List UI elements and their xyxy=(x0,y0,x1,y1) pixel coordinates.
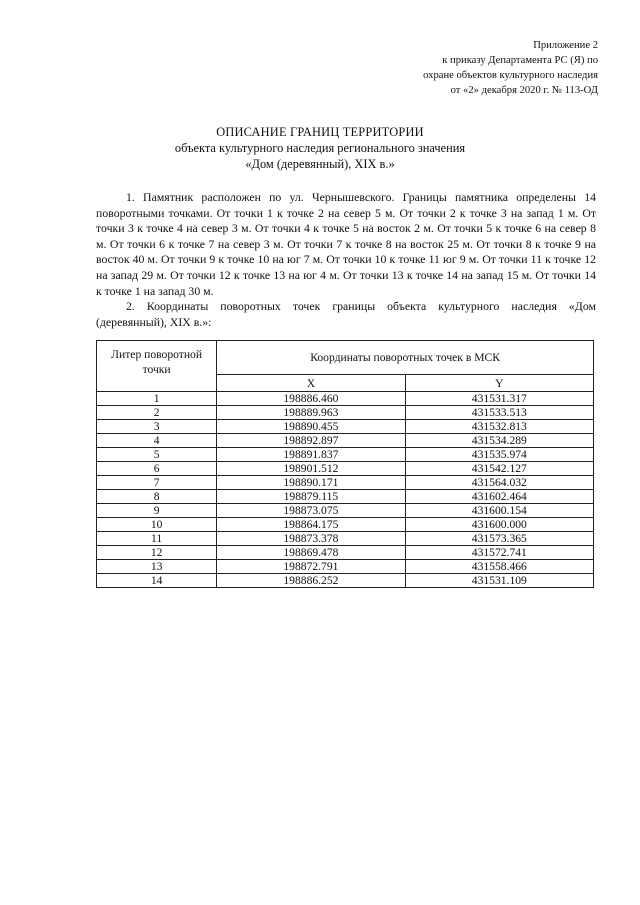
y-coordinate-cell: 431531.109 xyxy=(405,574,593,588)
point-number-cell: 14 xyxy=(97,574,217,588)
table-row xyxy=(97,490,594,504)
y-coordinate-cell: 431602.464 xyxy=(405,490,593,504)
y-coordinate-cell: 431600.154 xyxy=(405,504,593,518)
point-number-cell: 4 xyxy=(97,434,217,448)
y-coordinate-cell: 431558.466 xyxy=(405,560,593,574)
y-coordinate-cell: 431531.317 xyxy=(405,392,593,406)
point-number-cell: 12 xyxy=(97,546,217,560)
point-number-cell: 9 xyxy=(97,504,217,518)
paragraph-coordinates-intro: 2. Координаты поворотных точек границы объекта культурного наследия «Дом (деревянный), XIX в.»: xyxy=(96,299,596,329)
x-coordinate-cell: 198890.455 xyxy=(217,420,405,434)
table-body xyxy=(97,392,594,588)
x-coordinate-cell: 198892.897 xyxy=(217,434,405,448)
table-row xyxy=(97,574,594,588)
y-coordinate-cell: 431572.741 xyxy=(405,546,593,560)
header-y: Y xyxy=(405,375,593,392)
header-coordinates-group: Координаты поворотных точек в МСК xyxy=(217,341,594,375)
x-coordinate-cell: 198864.175 xyxy=(217,518,405,532)
point-number-cell: 13 xyxy=(97,560,217,574)
y-coordinate-cell: 431573.365 xyxy=(405,532,593,546)
table-row xyxy=(97,532,594,546)
table-row xyxy=(97,462,594,476)
table-header-row xyxy=(97,341,594,375)
y-coordinate-cell: 431535.974 xyxy=(405,448,593,462)
table-row xyxy=(97,420,594,434)
coordinates-table xyxy=(96,340,594,588)
appendix-order-line: к приказу Департамента РС (Я) по xyxy=(442,55,598,66)
title-line-3: «Дом (деревянный), XIX в.» xyxy=(245,157,395,171)
document-body xyxy=(96,190,596,330)
header-point-literal: Литер поворотной точки xyxy=(97,341,217,392)
table-row xyxy=(97,406,594,420)
x-coordinate-cell: 198873.075 xyxy=(217,504,405,518)
table-row xyxy=(97,476,594,490)
point-number-cell: 6 xyxy=(97,462,217,476)
appendix-header xyxy=(338,38,598,98)
appendix-date-line: от «2» декабря 2020 г. № 113-ОД xyxy=(450,85,598,96)
title-line-2: объекта культурного наследия регионального значения xyxy=(174,141,466,155)
point-number-cell: 3 xyxy=(97,420,217,434)
y-coordinate-cell: 431534.289 xyxy=(405,434,593,448)
document-title xyxy=(40,124,600,172)
x-coordinate-cell: 198886.460 xyxy=(217,392,405,406)
point-number-cell: 10 xyxy=(97,518,217,532)
y-coordinate-cell: 431564.032 xyxy=(405,476,593,490)
table-row xyxy=(97,518,594,532)
table-row xyxy=(97,504,594,518)
appendix-department-line: охране объектов культурного наследия xyxy=(423,70,598,81)
paragraph-boundaries: 1. Памятник расположен по ул. Чернышевского. Границы памятника определены 14 поворотными точками. От точки 1 к точке 2 на север 5 м. От точки 2 к точке 3 на запад 1 м. От точки 3 к точке 4 на север 3 м. От точки 4 к точке 5 на восток 2 м. От точки 5 к точке 6 на север 8 м. От точки 6 к точке 7 на север 3 м. От точки 7 к точке 8 на восток 25 м. От точки 8 к точке 9 на восток 40 м. От точки 9 к точке 10 на юг 7 м. От точки 10 к точке 11 юг 9 м. От точки 11 к точке 12 на запад 29 м. От точки 12 к точке 13 на юг 4 м. От точки 13 к точке 14 на запад 15 м. От точки 14 к точке 1 на запад 30 м. xyxy=(96,190,596,298)
point-number-cell: 8 xyxy=(97,490,217,504)
y-coordinate-cell: 431532.813 xyxy=(405,420,593,434)
point-number-cell: 2 xyxy=(97,406,217,420)
table-row xyxy=(97,560,594,574)
x-coordinate-cell: 198891.837 xyxy=(217,448,405,462)
y-coordinate-cell: 431600.000 xyxy=(405,518,593,532)
y-coordinate-cell: 431533.513 xyxy=(405,406,593,420)
point-number-cell: 1 xyxy=(97,392,217,406)
title-line-1: ОПИСАНИЕ ГРАНИЦ ТЕРРИТОРИИ xyxy=(216,125,424,139)
x-coordinate-cell: 198890.171 xyxy=(217,476,405,490)
table-row xyxy=(97,392,594,406)
appendix-number: Приложение 2 xyxy=(533,40,598,51)
x-coordinate-cell: 198869.478 xyxy=(217,546,405,560)
table-row xyxy=(97,434,594,448)
table-row xyxy=(97,448,594,462)
x-coordinate-cell: 198889.963 xyxy=(217,406,405,420)
point-number-cell: 11 xyxy=(97,532,217,546)
x-coordinate-cell: 198873.378 xyxy=(217,532,405,546)
point-number-cell: 5 xyxy=(97,448,217,462)
table-row xyxy=(97,546,594,560)
x-coordinate-cell: 198901.512 xyxy=(217,462,405,476)
header-x: X xyxy=(217,375,405,392)
x-coordinate-cell: 198886.252 xyxy=(217,574,405,588)
x-coordinate-cell: 198879.115 xyxy=(217,490,405,504)
y-coordinate-cell: 431542.127 xyxy=(405,462,593,476)
point-number-cell: 7 xyxy=(97,476,217,490)
x-coordinate-cell: 198872.791 xyxy=(217,560,405,574)
